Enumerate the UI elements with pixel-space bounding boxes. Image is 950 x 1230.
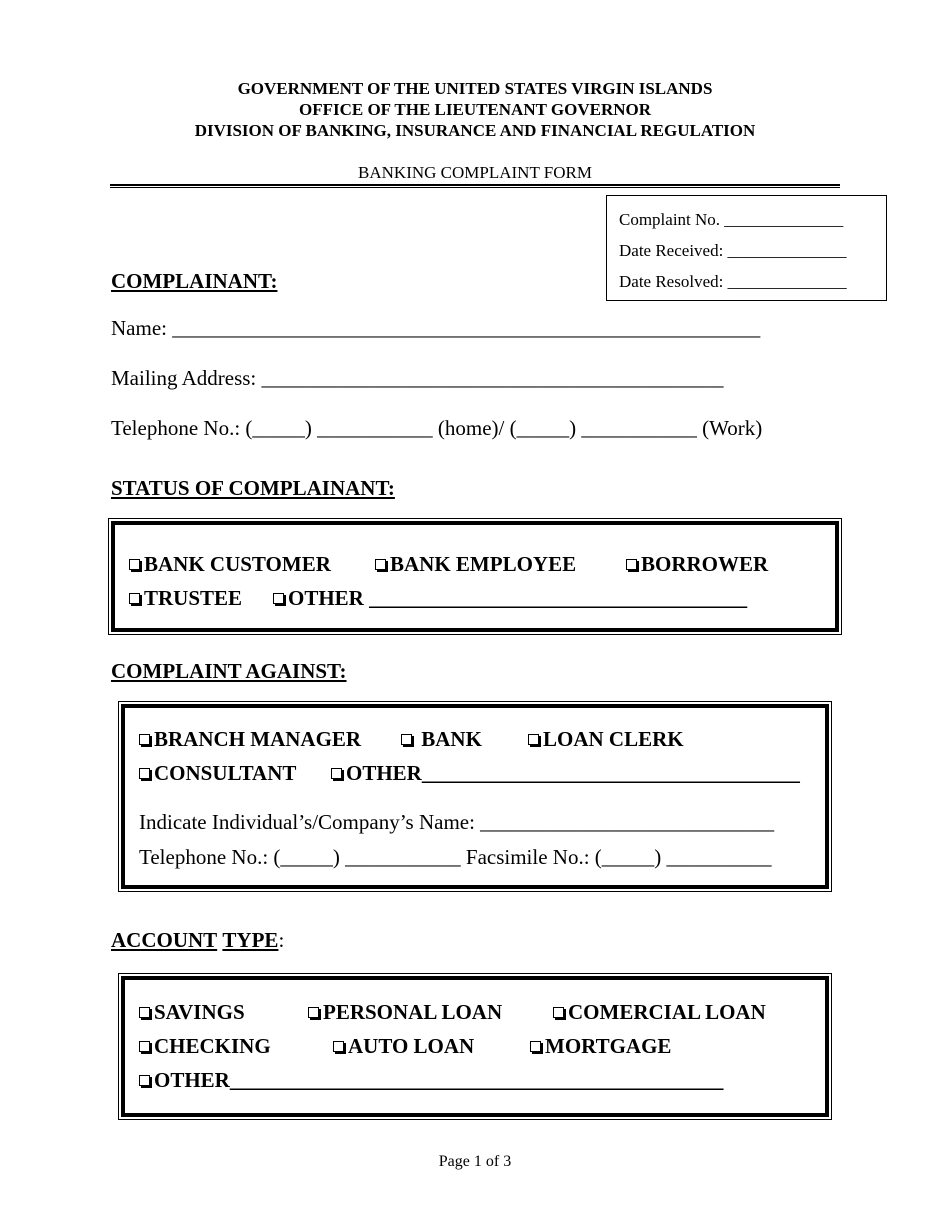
status-heading: STATUS OF COMPLAINANT: [111,476,395,500]
checkbox-icon[interactable] [333,1041,344,1052]
account-type-heading-colon: : [278,928,285,952]
checkbox-icon[interactable] [139,1007,150,1018]
telephone-field[interactable]: Telephone No.: (_____) ___________ (home)/ (_____) ___________ (Work) [111,416,763,440]
against-other-option[interactable]: OTHER____________________________________ [331,761,800,786]
status-box [111,521,839,632]
complainant-heading: COMPLAINANT: [111,269,278,293]
bank-customer-option[interactable]: BANK CUSTOMER [129,552,331,577]
savings-option[interactable]: SAVINGS [139,1000,245,1025]
commercial-loan-option[interactable]: COMERCIAL LOAN [553,1000,766,1025]
account-type-box [121,976,829,1117]
header-rule [110,184,840,188]
checkbox-icon[interactable] [331,768,342,779]
checkbox-icon[interactable] [530,1041,541,1052]
office-use-box [606,195,887,301]
checkbox-icon[interactable] [375,559,386,570]
checkbox-icon[interactable] [139,768,150,779]
checkbox-icon[interactable] [129,593,140,604]
checkbox-icon[interactable] [528,734,539,745]
header-line-3: DIVISION OF BANKING, INSURANCE AND FINANCIAL REGULATION [194,121,756,140]
bank-employee-option[interactable]: BANK EMPLOYEE [375,552,576,577]
status-other-option[interactable]: OTHER ____________________________________ [273,586,747,611]
complaint-against-heading: COMPLAINT AGAINST: [111,659,347,683]
header-line-2: OFFICE OF THE LIEUTENANT GOVERNOR [298,100,652,119]
borrower-option[interactable]: BORROWER [626,552,768,577]
header-line-1: GOVERNMENT OF THE UNITED STATES VIRGIN ISLANDS [237,79,713,98]
date-resolved-field[interactable]: Date Resolved: ______________ [619,272,847,291]
checkbox-icon[interactable] [139,734,150,745]
account-type-heading [111,928,284,953]
loan-clerk-option[interactable]: LOAN CLERK [528,727,684,752]
account-other-option[interactable]: OTHER_______________________________________________ [139,1068,723,1093]
form-title: BANKING COMPLAINT FORM [358,163,592,182]
checkbox-icon[interactable] [273,593,284,604]
name-field[interactable]: Name: ________________________________________________________ [111,316,761,340]
bank-option[interactable]: BANK [401,727,482,752]
page-number: Page 1 of 3 [438,1153,512,1170]
complaint-against-box [121,704,829,889]
against-telephone-facsimile-field[interactable]: Telephone No.: (_____) ___________ Facsimile No.: (_____) __________ [139,845,772,869]
complaint-no-field[interactable]: Complaint No. ______________ [619,210,844,229]
individual-company-name-field[interactable]: Indicate Individual’s/Company’s Name: ____________________________ [139,810,775,834]
date-received-field[interactable]: Date Received: ______________ [619,241,847,260]
checking-option[interactable]: CHECKING [139,1034,271,1059]
personal-loan-option[interactable]: PERSONAL LOAN [308,1000,502,1025]
checkbox-icon[interactable] [139,1041,150,1052]
checkbox-icon[interactable] [401,734,412,745]
checkbox-icon[interactable] [553,1007,564,1018]
checkbox-icon[interactable] [129,559,140,570]
auto-loan-option[interactable]: AUTO LOAN [333,1034,474,1059]
mailing-address-field[interactable]: Mailing Address: ____________________________________________ [111,366,724,390]
account-type-heading-account: ACCOUNT [111,928,218,952]
checkbox-icon[interactable] [626,559,637,570]
trustee-option[interactable]: TRUSTEE [129,586,242,611]
branch-manager-option[interactable]: BRANCH MANAGER [139,727,361,752]
checkbox-icon[interactable] [308,1007,319,1018]
checkbox-icon[interactable] [139,1075,150,1086]
account-type-heading-type: TYPE [222,928,279,952]
mortgage-option[interactable]: MORTGAGE [530,1034,671,1059]
consultant-option[interactable]: CONSULTANT [139,761,296,786]
